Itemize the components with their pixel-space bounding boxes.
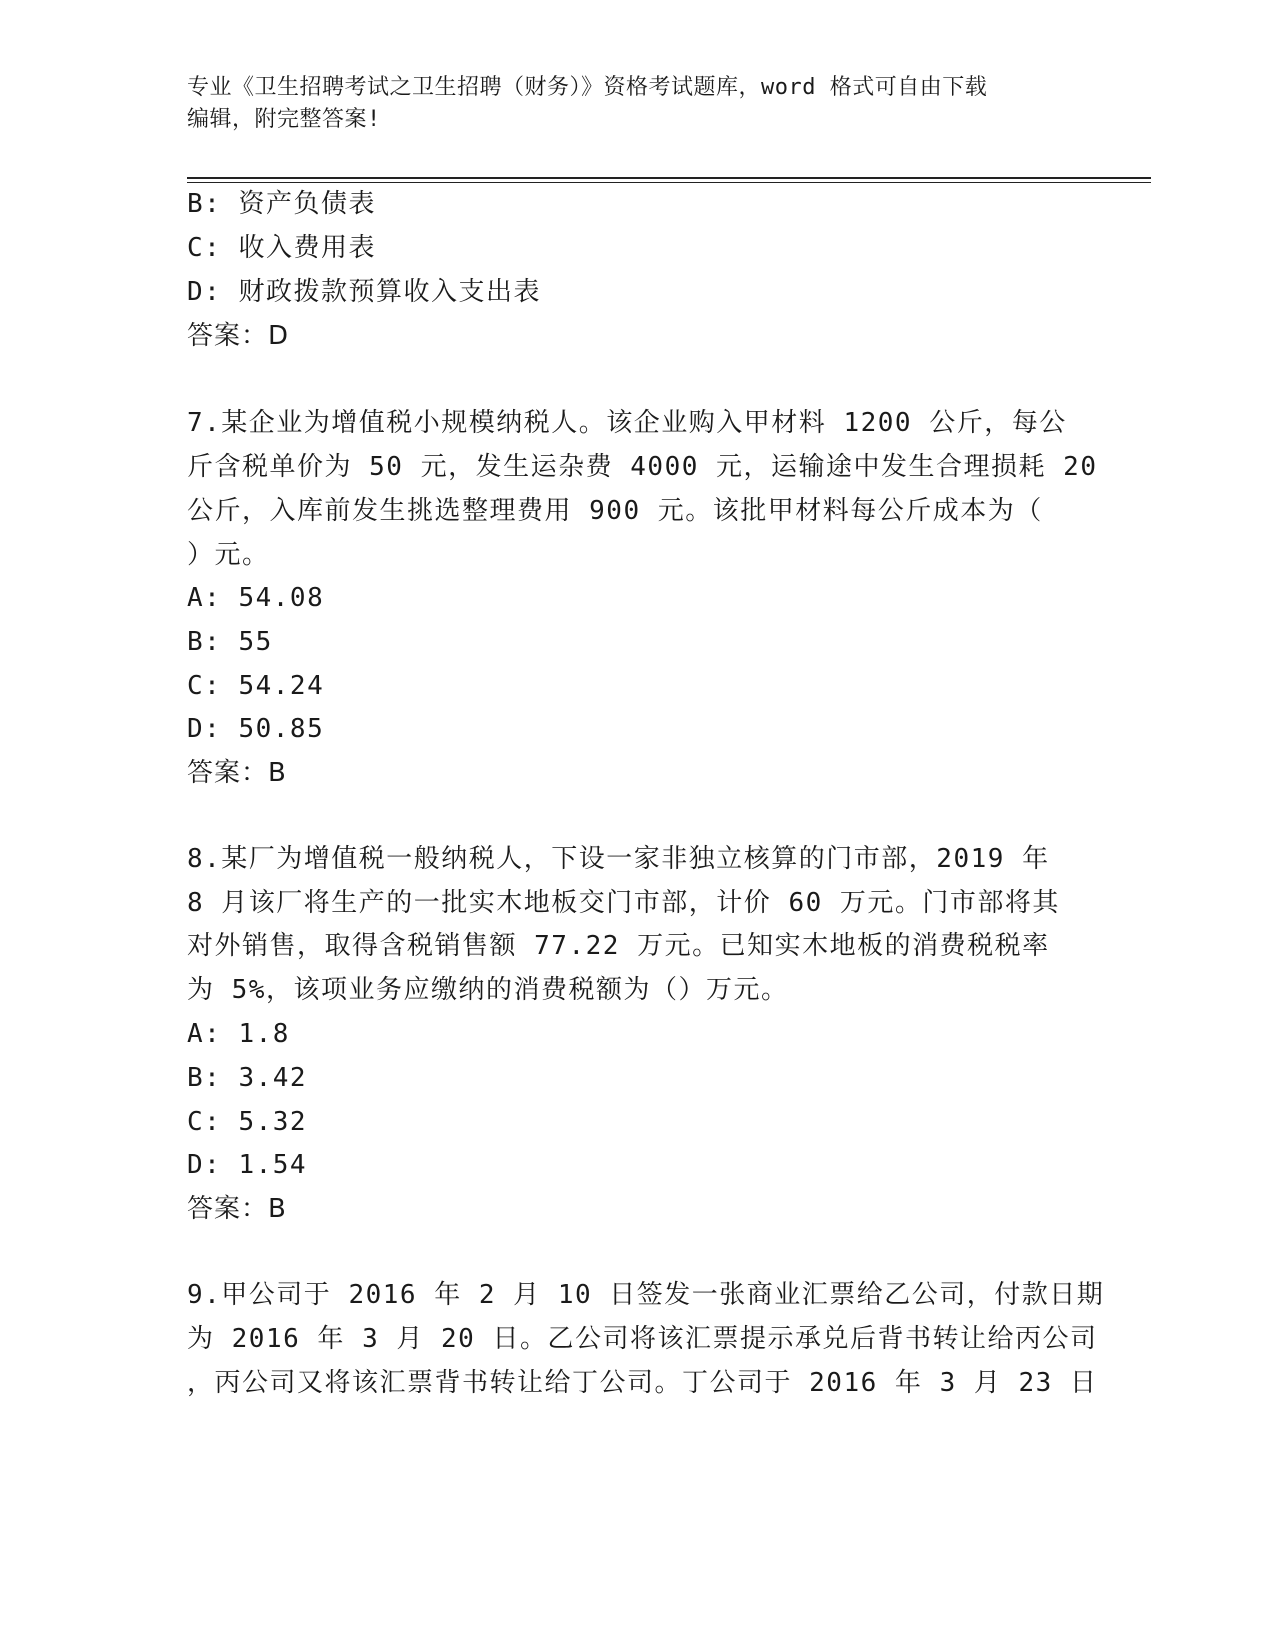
q8-option-c: C: 5.32 [187, 1107, 308, 1137]
q7-text-line-4: ）元。 [187, 540, 270, 570]
q8-option-b: B: 3.42 [187, 1063, 308, 1093]
q8-option-d: D: 1.54 [187, 1150, 308, 1180]
header-divider-thin [187, 182, 1151, 183]
q7-text-line-3: 公斤，入库前发生挑选整理费用 900 元。该批甲材料每公斤成本为（ [187, 496, 1043, 526]
q6-answer: 答案：D [187, 321, 290, 351]
q8-text-line-2: 8 月该厂将生产的一批实木地板交门市部，计价 60 万元。门市部将其 [187, 888, 1060, 918]
q7-option-b: B: 55 [187, 627, 273, 657]
q7-text-line-1: 7.某企业为增值税小规模纳税人。该企业购入甲材料 1200 公斤，每公 [187, 408, 1067, 438]
q9-text-line-3: ，丙公司又将该汇票背书转让给丁公司。丁公司于 2016 年 3 月 23 日 [187, 1368, 1098, 1398]
header-divider-thick [187, 177, 1151, 179]
header-line-1: 专业《卫生招聘考试之卫生招聘（财务）》资格考试题库，word 格式可自由下载 [187, 75, 988, 100]
q6-option-d: D: 财政拨款预算收入支出表 [187, 277, 541, 307]
q8-answer: 答案：B [187, 1194, 287, 1224]
q9-text-line-2: 为 2016 年 3 月 20 日。乙公司将该汇票提示承兑后背书转让给丙公司 [187, 1324, 1098, 1354]
q9-text-line-1: 9.甲公司于 2016 年 2 月 10 日签发一张商业汇票给乙公司，付款日期 [187, 1280, 1105, 1310]
document-header [187, 72, 1067, 136]
q8-text-line-1: 8.某厂为增值税一般纳税人，下设一家非独立核算的门市部，2019 年 [187, 844, 1050, 874]
q7-option-d: D: 50.85 [187, 714, 325, 744]
header-line-2: 编辑，附完整答案! [187, 107, 381, 132]
q7-text-line-2: 斤含税单价为 50 元，发生运杂费 4000 元，运输途中发生合理损耗 20 [187, 452, 1098, 482]
q8-text-line-4: 为 5%，该项业务应缴纳的消费税额为（）万元。 [187, 975, 789, 1005]
q6-option-b: B: 资产负债表 [187, 189, 376, 219]
q6-option-c: C: 收入费用表 [187, 233, 376, 263]
q7-option-a: A: 54.08 [187, 583, 325, 613]
q7-option-c: C: 54.24 [187, 671, 325, 701]
q8-text-line-3: 对外销售，取得含税销售额 77.22 万元。已知实木地板的消费税税率 [187, 931, 1050, 961]
q7-answer: 答案：B [187, 758, 287, 788]
q8-option-a: A: 1.8 [187, 1019, 290, 1049]
